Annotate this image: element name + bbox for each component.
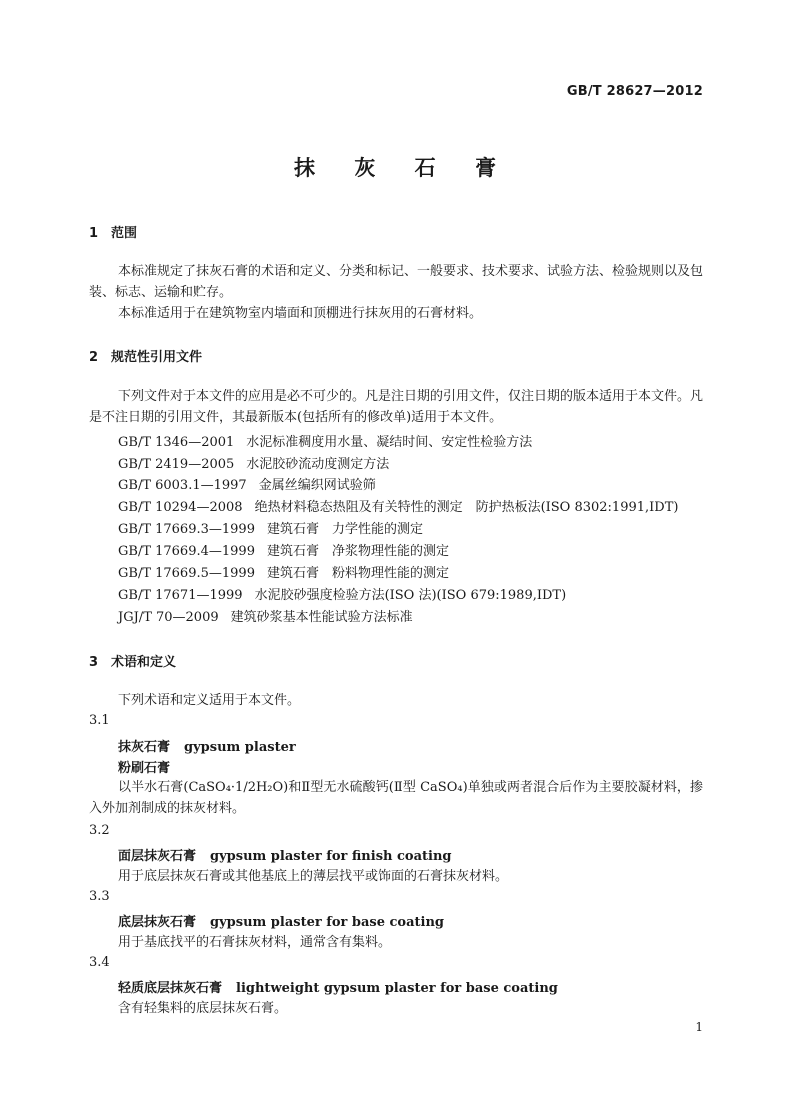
reference-code: GB/T 10294—2008 [118, 500, 243, 515]
term-definition: 用于基底找平的石膏抹灰材料，通常含有集料。 [118, 935, 392, 950]
term-en: gypsum plaster [184, 740, 296, 755]
reference-code: GB/T 17669.3—1999 [118, 522, 255, 537]
term-definition: 以半水石膏(CaSO₄·1/2H₂O)和Ⅱ型无水硫酸钙(Ⅱ型 CaSO₄)单独或两者混合后作为主要胶凝材料，掺入外加剂制成的抹灰材料。 [89, 780, 703, 816]
section-2-label: 规范性引用文件 [111, 350, 203, 365]
section-1-number: 1 [89, 226, 99, 241]
term-definition: 用于底层抹灰石膏或其他基底上的薄层找平或饰面的石膏抹灰材料。 [118, 869, 509, 884]
reference-item [118, 562, 449, 581]
reference-title: 建筑石膏 力学性能的测定 [266, 522, 423, 537]
term-en: gypsum plaster for base coating [210, 915, 444, 930]
reference-item [118, 496, 678, 515]
term-alternative: 粉刷石膏 [118, 761, 171, 776]
reference-title: 建筑石膏 净浆物理性能的测定 [266, 544, 449, 559]
reference-code: GB/T 2419—2005 [118, 457, 235, 472]
document-title: 抹 灰 石 膏 [294, 156, 512, 180]
section-2-intro: 下列文件对于本文件的应用是必不可少的。凡是注日期的引用文件，仅注日期的版本适用于本文件。凡是不注日期的引用文件，其最新版本(包括所有的修改单)适用于本文件。 [89, 389, 704, 425]
section-1-heading [89, 222, 137, 241]
term-en: lightweight gypsum plaster for base coating [236, 981, 558, 996]
term-definition: 含有轻集料的底层抹灰石膏。 [118, 1001, 288, 1016]
term-number: 3.3 [89, 889, 110, 904]
reference-item [118, 540, 449, 559]
reference-item [118, 474, 376, 493]
reference-item [118, 431, 532, 450]
reference-title: 建筑石膏 粉料物理性能的测定 [266, 566, 449, 581]
section-3-label: 术语和定义 [111, 655, 177, 670]
term-heading [118, 736, 296, 755]
standard-code: GB/T 28627—2012 [566, 84, 703, 99]
reference-code: GB/T 17671—1999 [118, 588, 243, 603]
reference-title: 建筑砂浆基本性能试验方法标准 [230, 610, 413, 625]
reference-code: GB/T 17669.5—1999 [118, 566, 255, 581]
term-zh: 面层抹灰石膏 [118, 849, 197, 864]
reference-item [118, 584, 566, 603]
term-zh: 轻质底层抹灰石膏 [118, 981, 223, 996]
section-3-heading [89, 651, 176, 670]
section-1-paragraph-1: 本标准规定了抹灰石膏的术语和定义、分类和标记、一般要求、技术要求、试验方法、检验规则以及包装、标志、运输和贮存。 [89, 264, 704, 300]
reference-code: JGJ/T 70—2009 [118, 610, 219, 625]
reference-item [118, 518, 423, 537]
term-heading [118, 977, 558, 996]
reference-code: GB/T 6003.1—1997 [118, 478, 247, 493]
reference-title: 绝热材料稳态热阻及有关特性的测定 防护热板法(ISO 8302:1991,IDT) [254, 500, 679, 515]
term-number: 3.1 [89, 713, 110, 728]
reference-item [118, 606, 413, 625]
reference-code: GB/T 17669.4—1999 [118, 544, 255, 559]
section-2-heading [89, 346, 202, 365]
section-1-label: 范围 [111, 226, 138, 241]
term-number: 3.2 [89, 823, 110, 838]
term-en: gypsum plaster for finish coating [210, 849, 452, 864]
reference-title: 水泥胶砂流动度测定方法 [246, 457, 390, 472]
section-1-paragraph-2: 本标准适用于在建筑物室内墙面和顶棚进行抹灰用的石膏材料。 [118, 306, 483, 321]
reference-title: 水泥标准稠度用水量、凝结时间、安定性检验方法 [246, 435, 533, 450]
term-zh: 底层抹灰石膏 [118, 915, 197, 930]
reference-code: GB/T 1346—2001 [118, 435, 235, 450]
term-heading [118, 845, 452, 864]
reference-title: 水泥胶砂强度检验方法(ISO 法)(ISO 679:1989,IDT) [254, 588, 567, 603]
term-zh: 抹灰石膏 [118, 740, 171, 755]
reference-item [118, 453, 389, 472]
section-3-number: 3 [89, 655, 99, 670]
reference-title: 金属丝编织网试验筛 [258, 478, 376, 493]
section-3-intro: 下列术语和定义适用于本文件。 [118, 693, 301, 708]
section-2-number: 2 [89, 350, 99, 365]
term-number: 3.4 [89, 955, 110, 970]
page-number: 1 [695, 1020, 703, 1034]
term-heading [118, 911, 444, 930]
